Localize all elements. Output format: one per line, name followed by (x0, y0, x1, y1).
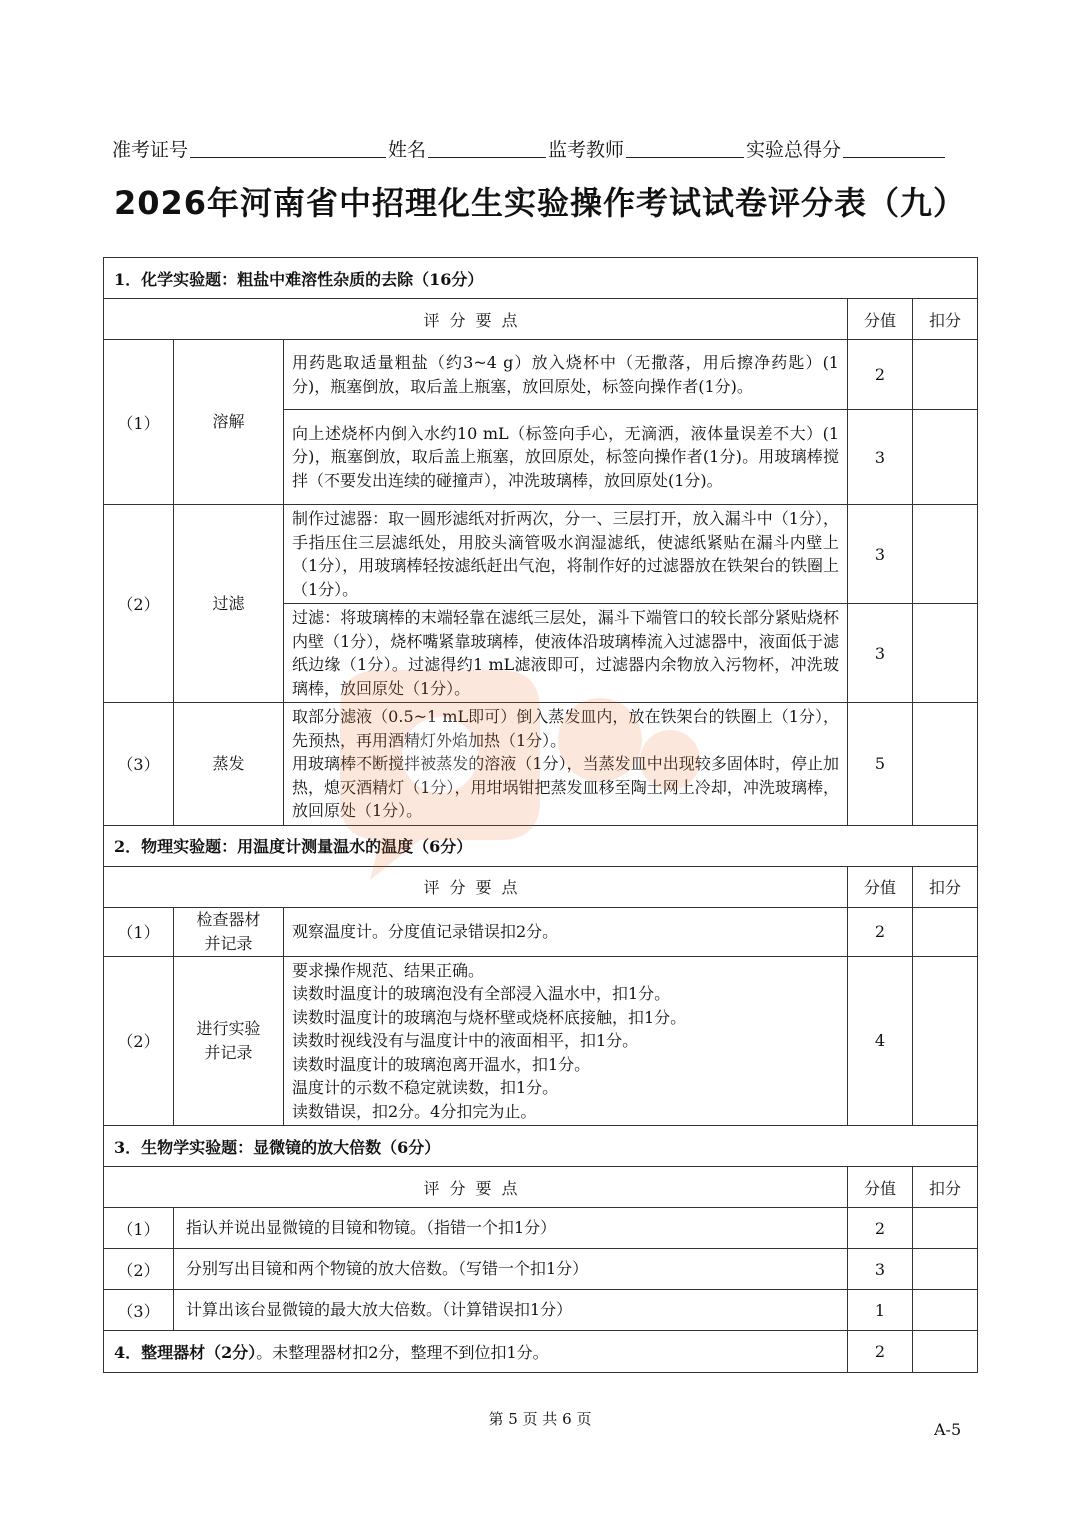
deduct-cell[interactable] (913, 703, 978, 826)
score-value: 2 (848, 1331, 913, 1373)
criteria-text: 过滤：将玻璃棒的末端轻靠在滤纸三层处，漏斗下端管口的较长部分紧贴烧杯内壁（1分），烧杯嘴紧靠玻璃棒，使液体沿玻璃棒流入过滤器中，液面低于滤纸边缘（1分）。过滤得约1 mL滤液即可，过滤器内余物放入污物杯，冲洗玻璃棒，放回原处（1分）。 (284, 604, 848, 703)
scoring-table (103, 257, 978, 1373)
section-4-title: 4．整理器材（2分） (114, 1343, 257, 1362)
deduct-header: 扣分 (913, 1167, 978, 1208)
table-row (104, 1290, 978, 1331)
exam-id-label: 准考证号 (112, 139, 189, 161)
deduct-cell[interactable] (913, 1208, 978, 1249)
name-field[interactable] (428, 133, 546, 158)
score-value: 3 (848, 505, 913, 604)
table-row (104, 1208, 978, 1249)
score-value: 1 (848, 1290, 913, 1331)
score-value: 3 (848, 604, 913, 703)
step-name: 检查器材 并记录 (174, 907, 284, 956)
step-name: 蒸发 (174, 703, 284, 826)
page-title: 2026年河南省中招理化生实验操作考试试卷评分表（九） (113, 184, 967, 222)
deduct-cell[interactable] (913, 1249, 978, 1290)
deduct-cell[interactable] (913, 340, 978, 410)
deduct-cell[interactable] (913, 604, 978, 703)
table-row (104, 505, 978, 604)
score-value: 2 (848, 907, 913, 956)
section-4-row (104, 1331, 848, 1373)
deduct-header: 扣分 (913, 299, 978, 340)
score-header: 分值 (848, 299, 913, 340)
item-number: （2） (104, 505, 174, 703)
total-score-field[interactable] (843, 133, 945, 158)
score-value: 2 (848, 340, 913, 410)
name-label: 姓名 (388, 139, 427, 161)
deduct-cell[interactable] (913, 1331, 978, 1373)
points-header: 评分要点 (104, 866, 848, 907)
step-name: 过滤 (174, 505, 284, 703)
deduct-cell[interactable] (913, 1290, 978, 1331)
table-row (104, 907, 978, 956)
item-number: （3） (104, 703, 174, 826)
item-number: （1） (104, 340, 174, 505)
points-header: 评分要点 (104, 1167, 848, 1208)
section-4-text: 。未整理器材扣2分，整理不到位扣1分。 (256, 1343, 549, 1362)
step-name: 进行实验 并记录 (174, 956, 284, 1126)
page-number: 第 5 页 共 6 页 (488, 1410, 592, 1428)
score-header: 分值 (848, 1167, 913, 1208)
proctor-label: 监考教师 (548, 139, 625, 161)
deduct-cell[interactable] (913, 907, 978, 956)
deduct-cell[interactable] (913, 956, 978, 1126)
table-row (104, 956, 978, 1126)
item-number: （1） (104, 1208, 174, 1249)
score-value: 5 (848, 703, 913, 826)
section-1-title: 1．化学实验题：粗盐中难溶性杂质的去除（16分） (104, 258, 978, 299)
section-2-title: 2．物理实验题：用温度计测量温水的温度（6分） (104, 825, 978, 866)
deduct-header: 扣分 (913, 866, 978, 907)
sheet-code: A-5 (934, 1420, 962, 1439)
deduct-cell[interactable] (913, 505, 978, 604)
criteria-text: 用药匙取适量粗盐（约3~4 g）放入烧杯中（无撒落，用后擦净药匙）(1分)，瓶塞倒放，取后盖上瓶塞，放回原处，标签向操作者(1分)。 (284, 340, 848, 410)
criteria-text: 分别写出目镜和两个物镜的放大倍数。（写错一个扣1分） (174, 1249, 848, 1290)
criteria-text: 要求操作规范、结果正确。 读数时温度计的玻璃泡没有全部浸入温水中，扣1分。 读数时温度计的玻璃泡与烧杯壁或烧杯底接触，扣1分。 读数时视线没有与温度计中的液面相平，扣1分。 读数时温度计的玻璃泡离开温水，扣1分。 温度计的示数不稳定就读数，扣1分。 读数错误，扣2分。4分扣完为止。 (284, 956, 848, 1126)
table-row (104, 340, 978, 410)
criteria-text: 制作过滤器：取一圆形滤纸对折两次，分一、三层打开，放入漏斗中（1分），手指压住三层滤纸处，用胶头滴管吸水润湿滤纸，使滤纸紧贴在漏斗内壁上（1分），用玻璃棒轻按滤纸赶出气泡，将制作好的过滤器放在铁架台的铁圈上（1分）。 (284, 505, 848, 604)
score-value: 3 (848, 410, 913, 505)
table-row (104, 1249, 978, 1290)
criteria-text: 指认并说出显微镜的目镜和物镜。（指错一个扣1分） (174, 1208, 848, 1249)
criteria-text: 观察温度计。分度值记录错误扣2分。 (284, 907, 848, 956)
proctor-field[interactable] (626, 133, 744, 158)
criteria-text: 计算出该台显微镜的最大放大倍数。（计算错误扣1分） (174, 1290, 848, 1331)
points-header: 评分要点 (104, 299, 848, 340)
item-number: （1） (104, 907, 174, 956)
criteria-text: 向上述烧杯内倒入水约10 mL（标签向手心，无滴洒，液体量误差不大）(1分)，瓶塞倒放，取后盖上瓶塞，放回原处，标签向操作者(1分)。用玻璃棒搅拌（不要发出连续的碰撞声），冲洗玻璃棒，放回原处(1分)。 (284, 410, 848, 505)
exam-header (112, 128, 978, 162)
score-value: 4 (848, 956, 913, 1126)
item-number: （2） (104, 1249, 174, 1290)
exam-id-field[interactable] (190, 133, 386, 158)
section-3-title: 3．生物学实验题：显微镜的放大倍数（6分） (104, 1126, 978, 1167)
score-header: 分值 (848, 866, 913, 907)
item-number: （3） (104, 1290, 174, 1331)
step-name: 溶解 (174, 340, 284, 505)
table-row (104, 1331, 978, 1373)
item-number: （2） (104, 956, 174, 1126)
deduct-cell[interactable] (913, 410, 978, 505)
table-row (104, 703, 978, 826)
score-value: 3 (848, 1249, 913, 1290)
criteria-text: 取部分滤液（0.5~1 mL即可）倒入蒸发皿内，放在铁架台的铁圈上（1分），先预热，再用酒精灯外焰加热（1分）。 用玻璃棒不断搅拌被蒸发的溶液（1分），当蒸发皿中出现较多固体时，停止加热，熄灭酒精灯（1分），用坩埚钳把蒸发皿移至陶土网上冷却，冲洗玻璃棒，放回原处（1分）。 (284, 703, 848, 826)
total-score-label: 实验总得分 (746, 139, 842, 161)
score-value: 2 (848, 1208, 913, 1249)
